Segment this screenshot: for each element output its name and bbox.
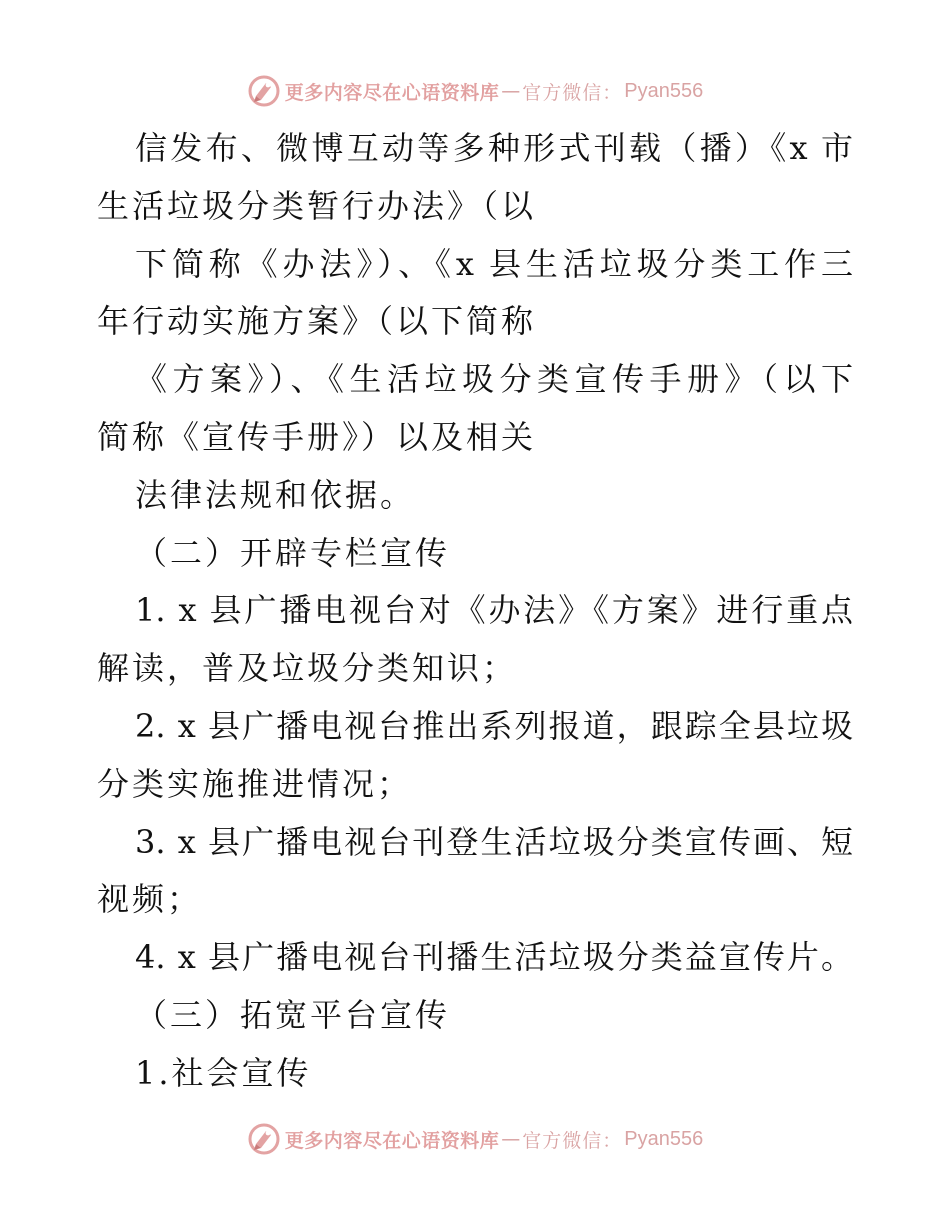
text-line: 《方案》）、《生活垃圾分类宣传手册》（以下 — [135, 360, 853, 399]
watermark-dash: — — [501, 80, 521, 102]
watermark-wechat-id: Pyan556 — [624, 1127, 704, 1150]
text-line: 分类实施推进情况； — [97, 764, 413, 803]
watermark-text: 更多内容尽在心语资料库 — [284, 81, 500, 104]
watermark-wechat-id: Pyan556 — [624, 79, 704, 102]
footer-watermark — [0, 1122, 950, 1156]
text-line: 信发布、微博互动等多种形式刊载（播）《x 市 — [135, 129, 853, 167]
section-heading: （三）拓宽平台宣传 — [135, 995, 451, 1034]
seal-logo-icon — [247, 1122, 281, 1156]
watermark-text: 更多内容尽在心语资料库 — [284, 1129, 500, 1152]
text-line: 年行动实施方案》（以下简称 — [97, 302, 537, 341]
section-heading: （二）开辟专栏宣传 — [135, 533, 451, 572]
text-line: 生活垃圾分类暂行办法》（以 — [97, 186, 537, 225]
text-line: 3. x 县广播电视台刊登生活垃圾分类宣传画、短 — [135, 822, 853, 861]
text-line: 1.社会宣传 — [135, 1053, 312, 1092]
text-line: 法律法规和依据。 — [135, 475, 416, 514]
watermark-wechat-label: 官方微信： — [522, 1129, 623, 1152]
text-line: 下简称《办法》）、《x 县生活垃圾分类工作三 — [135, 244, 853, 283]
watermark-dash: — — [501, 1128, 521, 1150]
text-line: 2. x 县广播电视台推出系列报道，跟踪全县垃圾 — [135, 706, 853, 745]
text-line: 视频； — [97, 880, 203, 919]
text-line: 4. x 县广播电视台刊播生活垃圾分类益宣传片。 — [135, 938, 853, 977]
text-line: 解读，普及垃圾分类知识； — [97, 649, 518, 688]
header-watermark — [0, 74, 950, 108]
watermark-wechat-label: 官方微信： — [522, 81, 623, 104]
document-body — [97, 120, 853, 1103]
text-line: 1. x 县广播电视台对《办法》《方案》进行重点 — [135, 591, 853, 630]
text-line: 简称《宣传手册》）以及相关 — [97, 417, 537, 456]
seal-logo-icon — [247, 74, 281, 108]
